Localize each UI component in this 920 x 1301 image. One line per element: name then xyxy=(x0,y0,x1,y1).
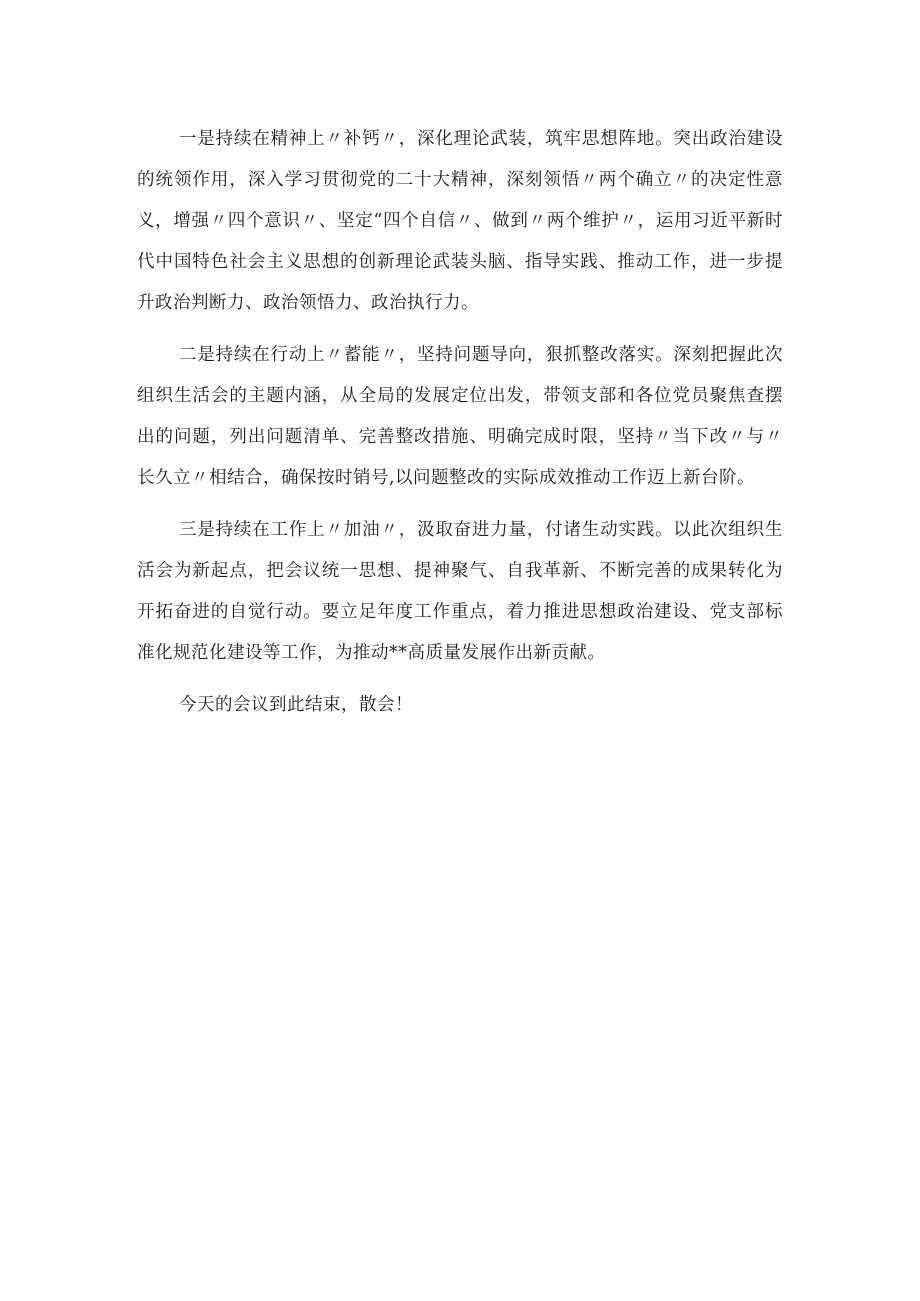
paragraph-action: 二是持续在行动上〃蓄能〃，坚持问题导向，狠抓整改落实。深刻把握此次组织生活会的主题内涵，从全局的发展定位出发，带领支部和各位党员聚焦查摆出的问题，列出问题清单、完善整改措施、明确完成时限，坚持〃当下改〃与〃长久立〃相结合，确保按时销号,以问题整改的实际成效推动工作迈上新台阶。 xyxy=(137,345,783,488)
paragraph-spiritual: 一是持续在精神上〃补钙〃，深化理论武装，筑牢思想阵地。突出政治建设的统领作用，深入学习贯彻党的二十大精神，深刻领悟〃两个确立〃的决定性意义，增强〃四个意识〃、坚定“四个自信〃、做到〃两个维护〃，运用习近平新时代中国特色社会主义思想的创新理论武装头脑、指导实践、推动工作，进一步提升政治判断力、政治领悟力、政治执行力。 xyxy=(137,129,783,313)
document-body xyxy=(137,119,783,737)
paragraph-work: 三是持续在工作上〃加油〃，汲取奋进力量，付诸生动实践。以此次组织生活会为新起点，把会议统一思想、提神聚气、自我革新、不断完善的成果转化为开拓奋进的自觉行动。要立足年度工作重点，着力推进思想政治建设、党支部标准化规范化建设等工作，为推动**高质量发展作出新贡献。 xyxy=(137,520,783,663)
paragraph-closing: 今天的会议到此结束，散会！ xyxy=(179,695,413,715)
